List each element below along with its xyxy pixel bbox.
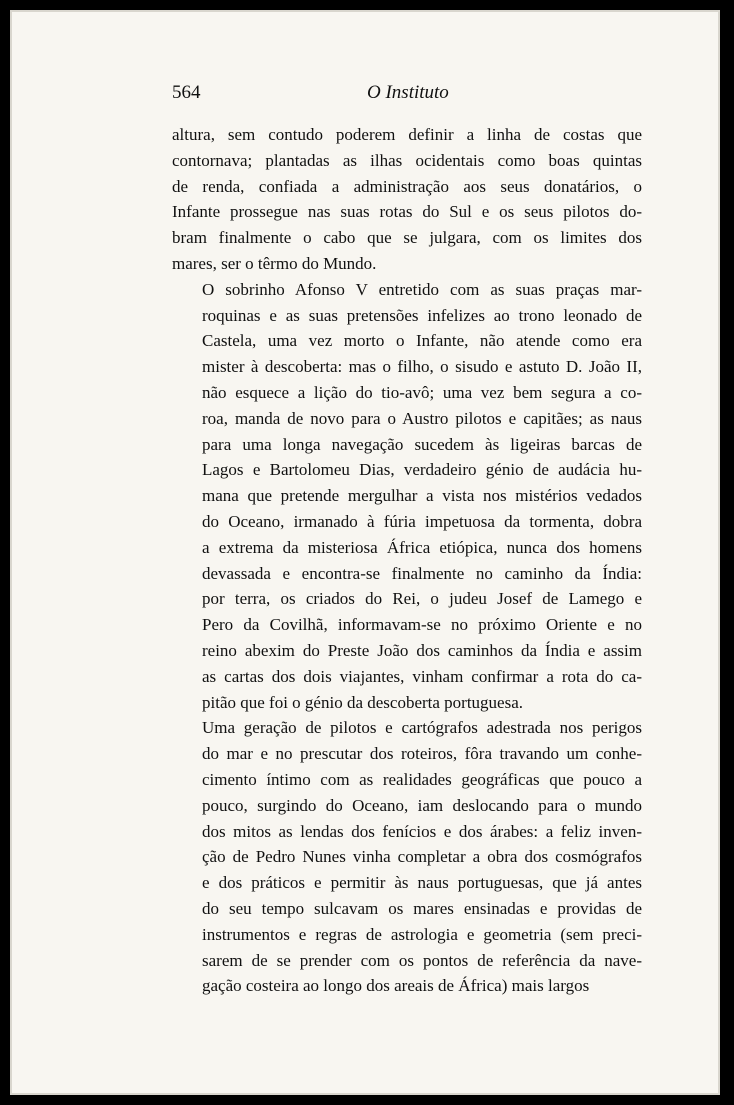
text-line: Infante prossegue nas suas rotas do Sul e os seus pilotos do-	[172, 202, 642, 222]
text-line: do Oceano, irmanado à fúria impetuosa da tormenta, dobra	[202, 511, 642, 531]
text-line: por terra, os criados do Rei, o judeu Josef de Lamego e	[202, 589, 642, 609]
text-line: do mar e no prescutar dos roteiros, fôra travando um conhe-	[202, 744, 642, 764]
text-line: a extrema da misteriosa África etiópica, nunca dos homens	[202, 537, 642, 557]
text-line: ção de Pedro Nunes vinha completar a obra dos cosmógrafos	[202, 847, 642, 867]
text-line: de renda, confiada a administração aos seus donatários, o	[172, 176, 642, 196]
text-line: mister à descoberta: mas o filho, o sisudo e astuto D. João II,	[202, 357, 642, 377]
text-line: mares, ser o têrmo do Mundo.	[172, 253, 377, 273]
text-line: contornava; plantadas as ilhas ocidentais como boas quintas	[172, 150, 642, 170]
text-line: mana que pretende mergulhar a vista nos mistérios vedados	[202, 486, 642, 506]
text-line: Pero da Covilhã, informavam-se no próximo Oriente e no	[202, 615, 642, 635]
page-number: 564	[172, 82, 201, 103]
text-line: Castela, uma vez morto o Infante, não atende como era	[202, 331, 642, 351]
text-line: O sobrinho Afonso V entretido com as suas praças mar-	[202, 279, 642, 299]
text-line: Lagos e Bartolomeu Dias, verdadeiro génio de audácia hu-	[202, 460, 642, 480]
text-line: pitão que foi o génio da descoberta portuguesa.	[202, 692, 524, 712]
text-line: altura, sem contudo poderem definir a linha de costas que	[172, 125, 642, 144]
text-line: reino abexim do Preste João dos caminhos da Índia e assim	[202, 640, 642, 660]
paragraph-3	[172, 715, 642, 999]
running-title: O Instituto	[367, 82, 449, 103]
text-line: roa, manda de novo para o Austro pilotos e capitães; as naus	[202, 408, 642, 428]
paragraph-2	[172, 277, 642, 716]
text-line: as cartas dos dois viajantes, vinham confirmar a rota do ca-	[202, 666, 642, 686]
paragraph-1	[172, 122, 642, 277]
text-line: sarem de se prender com os pontos de referência da nave-	[202, 950, 642, 970]
book-page	[10, 10, 720, 1095]
page-header	[172, 82, 642, 112]
text-line: cimento íntimo com as realidades geográficas que pouco a	[202, 769, 642, 789]
text-line: roquinas e as suas pretensões infelizes ao trono leonado de	[202, 305, 642, 325]
text-line: Uma geração de pilotos e cartógrafos adestrada nos perigos	[202, 718, 642, 738]
text-line: bram finalmente o cabo que se julgara, com os limites dos	[172, 228, 642, 248]
text-line: para uma longa navegação sucedem às ligeiras barcas de	[202, 434, 642, 454]
text-line: instrumentos e regras de astrologia e geometria (sem preci-	[202, 924, 642, 944]
text-line: dos mitos as lendas dos fenícios e dos árabes: a feliz inven-	[202, 821, 642, 841]
text-line: do seu tempo sulcavam os mares ensinadas e providas de	[202, 898, 642, 918]
text-line: gação costeira ao longo dos areais de África) mais largos	[202, 976, 590, 996]
text-line: pouco, surgindo do Oceano, iam deslocando para o mundo	[202, 795, 642, 815]
text-line: devassada e encontra-se finalmente no caminho da Índia:	[202, 563, 642, 583]
text-line: e dos práticos e permitir às naus portuguesas, que já antes	[202, 873, 642, 893]
text-line: não esquece a lição do tio-avô; uma vez bem segura a co-	[202, 382, 642, 402]
body-text	[172, 122, 642, 999]
